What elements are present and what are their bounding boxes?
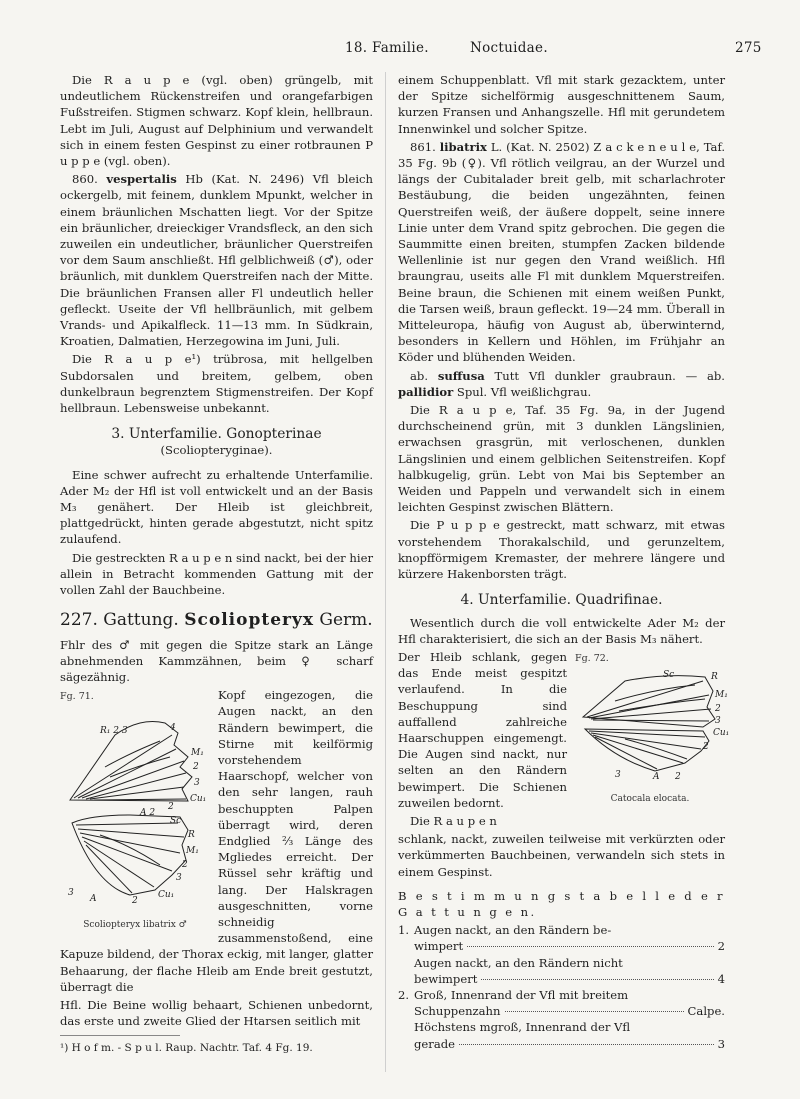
key-text: Groß, Innenrand der Vfl mit breitem <box>414 987 629 1002</box>
footnote-rule <box>60 1035 180 1036</box>
quadrifinae-larvae-intro: Die R a u p e n <box>410 813 497 828</box>
svg-text:4: 4 <box>170 723 176 734</box>
genus-description: Kopf eingezogen, die Augen nackt, an den Rändern bewimpert, die Stirne mit keilförmig vorstehendem Haarschopf, welcher von den sehr langen, rauh beschuppten Palpen überragt wird, deren Endglied ²⁄₃ Länge des Mgliedes erreicht. Der Rüssel sehr kräftig und lang. Der Halskragen ausgeschnitten, vorne schneidig zusammenstoßend, eine Kapuze bildend, der Thorax eckig, mit langer, glatter Behaarung, der flache Hleib am Ende breit gestutzt, überragt die <box>60 688 373 994</box>
page-number: 275 <box>735 40 762 56</box>
key-number: 2. <box>398 987 410 1002</box>
svg-text:A: A <box>653 772 660 783</box>
aberrations <box>398 368 725 400</box>
key-text-cont: Schuppenzahn <box>414 1004 501 1019</box>
species-number: 861. <box>410 139 436 154</box>
paragraph-subfamily-larvae: Die gestreckten R a u p e n sind nackt, bei der hier allein in Betracht kommenden Gattung mit der vollen Zahl der Bauchbeine. <box>60 550 373 598</box>
svg-text:Cu₁: Cu₁ <box>190 794 207 805</box>
key-title: B e s t i m m u n g s t a b e l l e d e r G a t t u n g e n. <box>398 888 725 919</box>
ab-pallidior-text: Spul. Vfl weißlichgrau. <box>456 384 592 399</box>
genus-number: 227. Gattung. <box>60 610 179 631</box>
family-title: Noctuidae. <box>470 40 548 56</box>
ab-pallidior-name: pallidior <box>398 384 454 399</box>
species-number: 860. <box>72 172 98 187</box>
figure-71-caption: Scoliopteryx libatrix ♂ <box>83 919 187 930</box>
running-head <box>0 40 800 64</box>
figure-72-label: Fg. 72. <box>575 652 609 664</box>
key-entry <box>398 1019 725 1051</box>
svg-text:2: 2 <box>675 772 681 783</box>
quadrifinae-intro: Wesentlich durch die voll entwickelte Ader M₂ der Hfl charakterisiert, die sich an der Basis M₃ nähert. <box>398 615 725 646</box>
key-number: 1. <box>398 923 410 938</box>
figure-71-label: Fg. 71. <box>60 691 94 703</box>
quadrifinae-larvae: schlank, nackt, zuweilen teilweise mit verkürzten oder verkümmerten Bauchbeinen, verwandeln sich stets in einem Gespinst. <box>398 832 725 879</box>
svg-text:3: 3 <box>615 770 621 781</box>
genus-description-tail: Hfl. Die Beine wollig behaart, Schienen unbedornt, das erste und zweite Glied der Htarsen seitlich mit <box>60 997 373 1029</box>
svg-text:R₁ 2 3: R₁ 2 3 <box>100 726 128 737</box>
family-label: 18. Familie. <box>345 40 429 56</box>
figure-72-caption: Catocala elocata. <box>610 794 690 805</box>
paragraph-libatrix-larva: Die R a u p e, Taf. 35 Fg. 9a, in der Jugend durchscheinend grün, mit 3 dunklen Längslinien, erwachsen grasgrün, mit verloschenen, dunklen Längslinien und einem gelblichen Seitenstreifen. Kopf halbkugelig, grün. Lebt von Mai bis September an Weiden und Pappeln und verwandelt sich in einem leichten Gespinst zwischen Blättern. <box>398 403 725 515</box>
key-target: 4 <box>717 971 725 986</box>
leader-dots <box>459 1044 714 1045</box>
species-name: libatrix <box>439 139 487 154</box>
svg-text:2: 2 <box>168 802 174 813</box>
key-target: Calpe. <box>687 1004 725 1019</box>
species-name: vespertalis <box>106 172 177 187</box>
key-text-cont: wimpert <box>414 939 464 954</box>
svg-text:3: 3 <box>194 778 200 789</box>
left-column <box>60 72 373 1059</box>
figure-71 <box>60 689 210 933</box>
figure-72 <box>575 651 730 808</box>
svg-text:Sc: Sc <box>663 670 675 681</box>
paragraph-subfamily-description: Eine schwer aufrecht zu erhaltende Unterfamilie. Ader M₂ der Hfl ist voll entwickelt und an der Basis M₃ genähert. Der Hleib ist gleichbreit, plattgedrückt, hinten gerade abgestutzt, nicht spitz zulaufend. <box>60 467 373 547</box>
key-entry <box>398 987 725 1019</box>
quadrifinae-description: Der Hleib schlank, gegen das Ende meist gespitzt verlaufend. In die Beschuppung sind auffallend zahlreiche Haarschuppen eingemengt. Die Augen sind nackt, nur selten an den Rändern bewimpert. Die Schienen zuweilen bedornt. <box>398 649 567 810</box>
determination-key <box>398 888 725 1052</box>
leader-dots <box>467 946 714 947</box>
footnote: ¹) H o f m. - S p u l. Raup. Nachtr. Taf. 4 Fg. 19. <box>60 1042 313 1055</box>
ab-prefix: ab. <box>410 368 429 383</box>
paragraph-libatrix-pupa: Die P u p p e gestreckt, matt schwarz, mit etwas vorstehendem Thorakalschild, und gerunzeltem, knopfförmigem Kremaster, der mehrere längere und kürzere Hakenborsten trägt. <box>398 518 725 582</box>
leader-dots <box>505 1011 684 1012</box>
svg-text:2: 2 <box>715 704 721 715</box>
species-description: L. (Kat. N. 2502) Z a c k e n e u l e, Taf. 35 Fg. 9b (♀). Vfl rötlich veilgrau, an der Wurzel und längs der Cubitalader breit gelb, mit scharlachroter Bestäubung, die beiden ungezähnten, feinen Querstreifen weiß, der äußere doppelt, seine innere Linie unter dem Vrand spitz gebrochen. Die gegen die Saummitte einen breiten, stumpfen Zacken bildende Wellenlinie ist nur gegen den Vrand weißlich. Hfl braungrau, useits alle Fl mit dunklem Mquerstreifen. Beine braun, die Schienen mit einem weißen Punkt, die Tarsen weiß, braun gefleckt. 19—24 mm. Überall in Mitteleuropa, häufig von August ab, überwinternd, besonders in Kellern und Höhlen, im Frühjahr an Köder und blühenden Weiden. <box>398 139 726 365</box>
species-entry-vespertalis <box>60 171 373 349</box>
key-target: 2 <box>717 939 725 954</box>
paragraph-vespertalis-larva: Die R a u p e¹) trübrosa, mit hellgelben Subdorsalen und breitem, gelbem, oben dunkelbraun begrenztem Stigmenstreifen. Der Kopf hellbraun. Lebensweise unbekannt. <box>60 352 373 416</box>
genus-heading <box>60 610 373 631</box>
svg-text:2: 2 <box>193 762 199 773</box>
paragraph-genus-continued: einem Schuppenblatt. Vfl mit stark gezacktem, unter der Spitze sichelförmig ausgeschnittenem Saum, kurzen Fransen und Anhangszelle. Hfl mit gerundetem Innenwinkel und solcher Spitze. <box>398 73 725 136</box>
subfamily-heading: 3. Unterfamilie. Gonopterinae <box>111 426 322 443</box>
svg-text:2: 2 <box>182 860 188 871</box>
svg-text:3: 3 <box>715 716 721 727</box>
right-column <box>398 72 730 1052</box>
genus-intro: Fhlr des ♂ mit gegen die Spitze stark an Länge abnehmenden Kammzähnen, beim ♀ scharf sägezähnig. <box>60 637 373 684</box>
key-entry <box>398 955 725 987</box>
svg-text:2: 2 <box>132 896 138 907</box>
key-entry <box>398 922 725 954</box>
leader-dots <box>481 979 713 980</box>
svg-text:3: 3 <box>68 888 74 899</box>
svg-text:R: R <box>188 830 195 841</box>
svg-text:Cu₁: Cu₁ <box>158 890 175 901</box>
key-text-cont: bewimpert <box>414 971 478 986</box>
catocala-wing-venation-illustration <box>575 667 730 785</box>
key-text: Augen nackt, an den Rändern nicht <box>414 955 623 970</box>
key-text: Höchstens mgroß, Innenrand der Vfl <box>414 1020 631 1035</box>
svg-text:2: 2 <box>703 742 709 753</box>
ab-suffusa-name: suffusa <box>437 368 485 383</box>
species-description: Hb (Kat. N. 2496) Vfl bleich ockergelb, mit feinem, dunklem Mpunkt, welcher in einem bräunlichen Mschatten liegt. Vor der Spitze ein bräunlicher, dreieckiger Vrandsfleck, an den sich zuweilen ein undeutlicher, bräunlicher Querstreifen vor dem Saum anschließt. Hfl gelblichweiß (♂), oder bräunlich, mit dunklem Querstreifen nach der Mitte. Die bräunlichen Fransen aller Fl undeutlich heller gefleckt. Useite der Vfl hellbräunlich, mit gelbem Vrands- und Apikalfleck. 11—13 mm. In Südkrain, Kroatien, Dalmatien, Herzegowina im Juni, Juli. <box>60 172 374 349</box>
key-text-cont: gerade <box>414 1036 456 1051</box>
subfamily-heading-quadrifinae: 4. Unterfamilie. Quadrifinae. <box>460 592 663 609</box>
key-text: Augen nackt, an den Rändern be- <box>414 923 612 938</box>
svg-text:Sc: Sc <box>170 816 182 827</box>
moth-wing-venation-illustration <box>60 705 210 910</box>
genus-author: Germ. <box>319 610 373 631</box>
svg-text:M₁: M₁ <box>191 748 204 759</box>
svg-text:M₁: M₁ <box>186 846 199 857</box>
subfamily-alt-name: (Scoliopteryginae). <box>160 443 273 458</box>
key-target: 3 <box>717 1036 725 1051</box>
svg-text:Cu₁: Cu₁ <box>713 728 730 739</box>
species-entry-libatrix <box>398 139 725 366</box>
svg-text:M₁: M₁ <box>715 690 728 701</box>
svg-text:3: 3 <box>176 873 182 884</box>
svg-text:A 2: A 2 <box>140 808 156 819</box>
column-divider <box>385 72 386 1072</box>
svg-text:R: R <box>711 672 718 683</box>
svg-text:A: A <box>90 894 97 905</box>
ab-suffusa-text: Tutt Vfl dunkler graubraun. — ab. <box>494 368 725 383</box>
genus-name: Scoliopteryx <box>184 610 314 631</box>
paragraph-larva-description: Die R a u p e (vgl. oben) grüngelb, mit undeutlichem Rückenstreifen und orangefarbigen Fußstreifen. Stigmen schwarz. Kopf klein, hellbraun. Lebt im Juli, August auf Delphinium und verwandelt sich in einem festen Gespinst zu einer rotbraunen P u p p e (vgl. oben). <box>60 73 373 169</box>
